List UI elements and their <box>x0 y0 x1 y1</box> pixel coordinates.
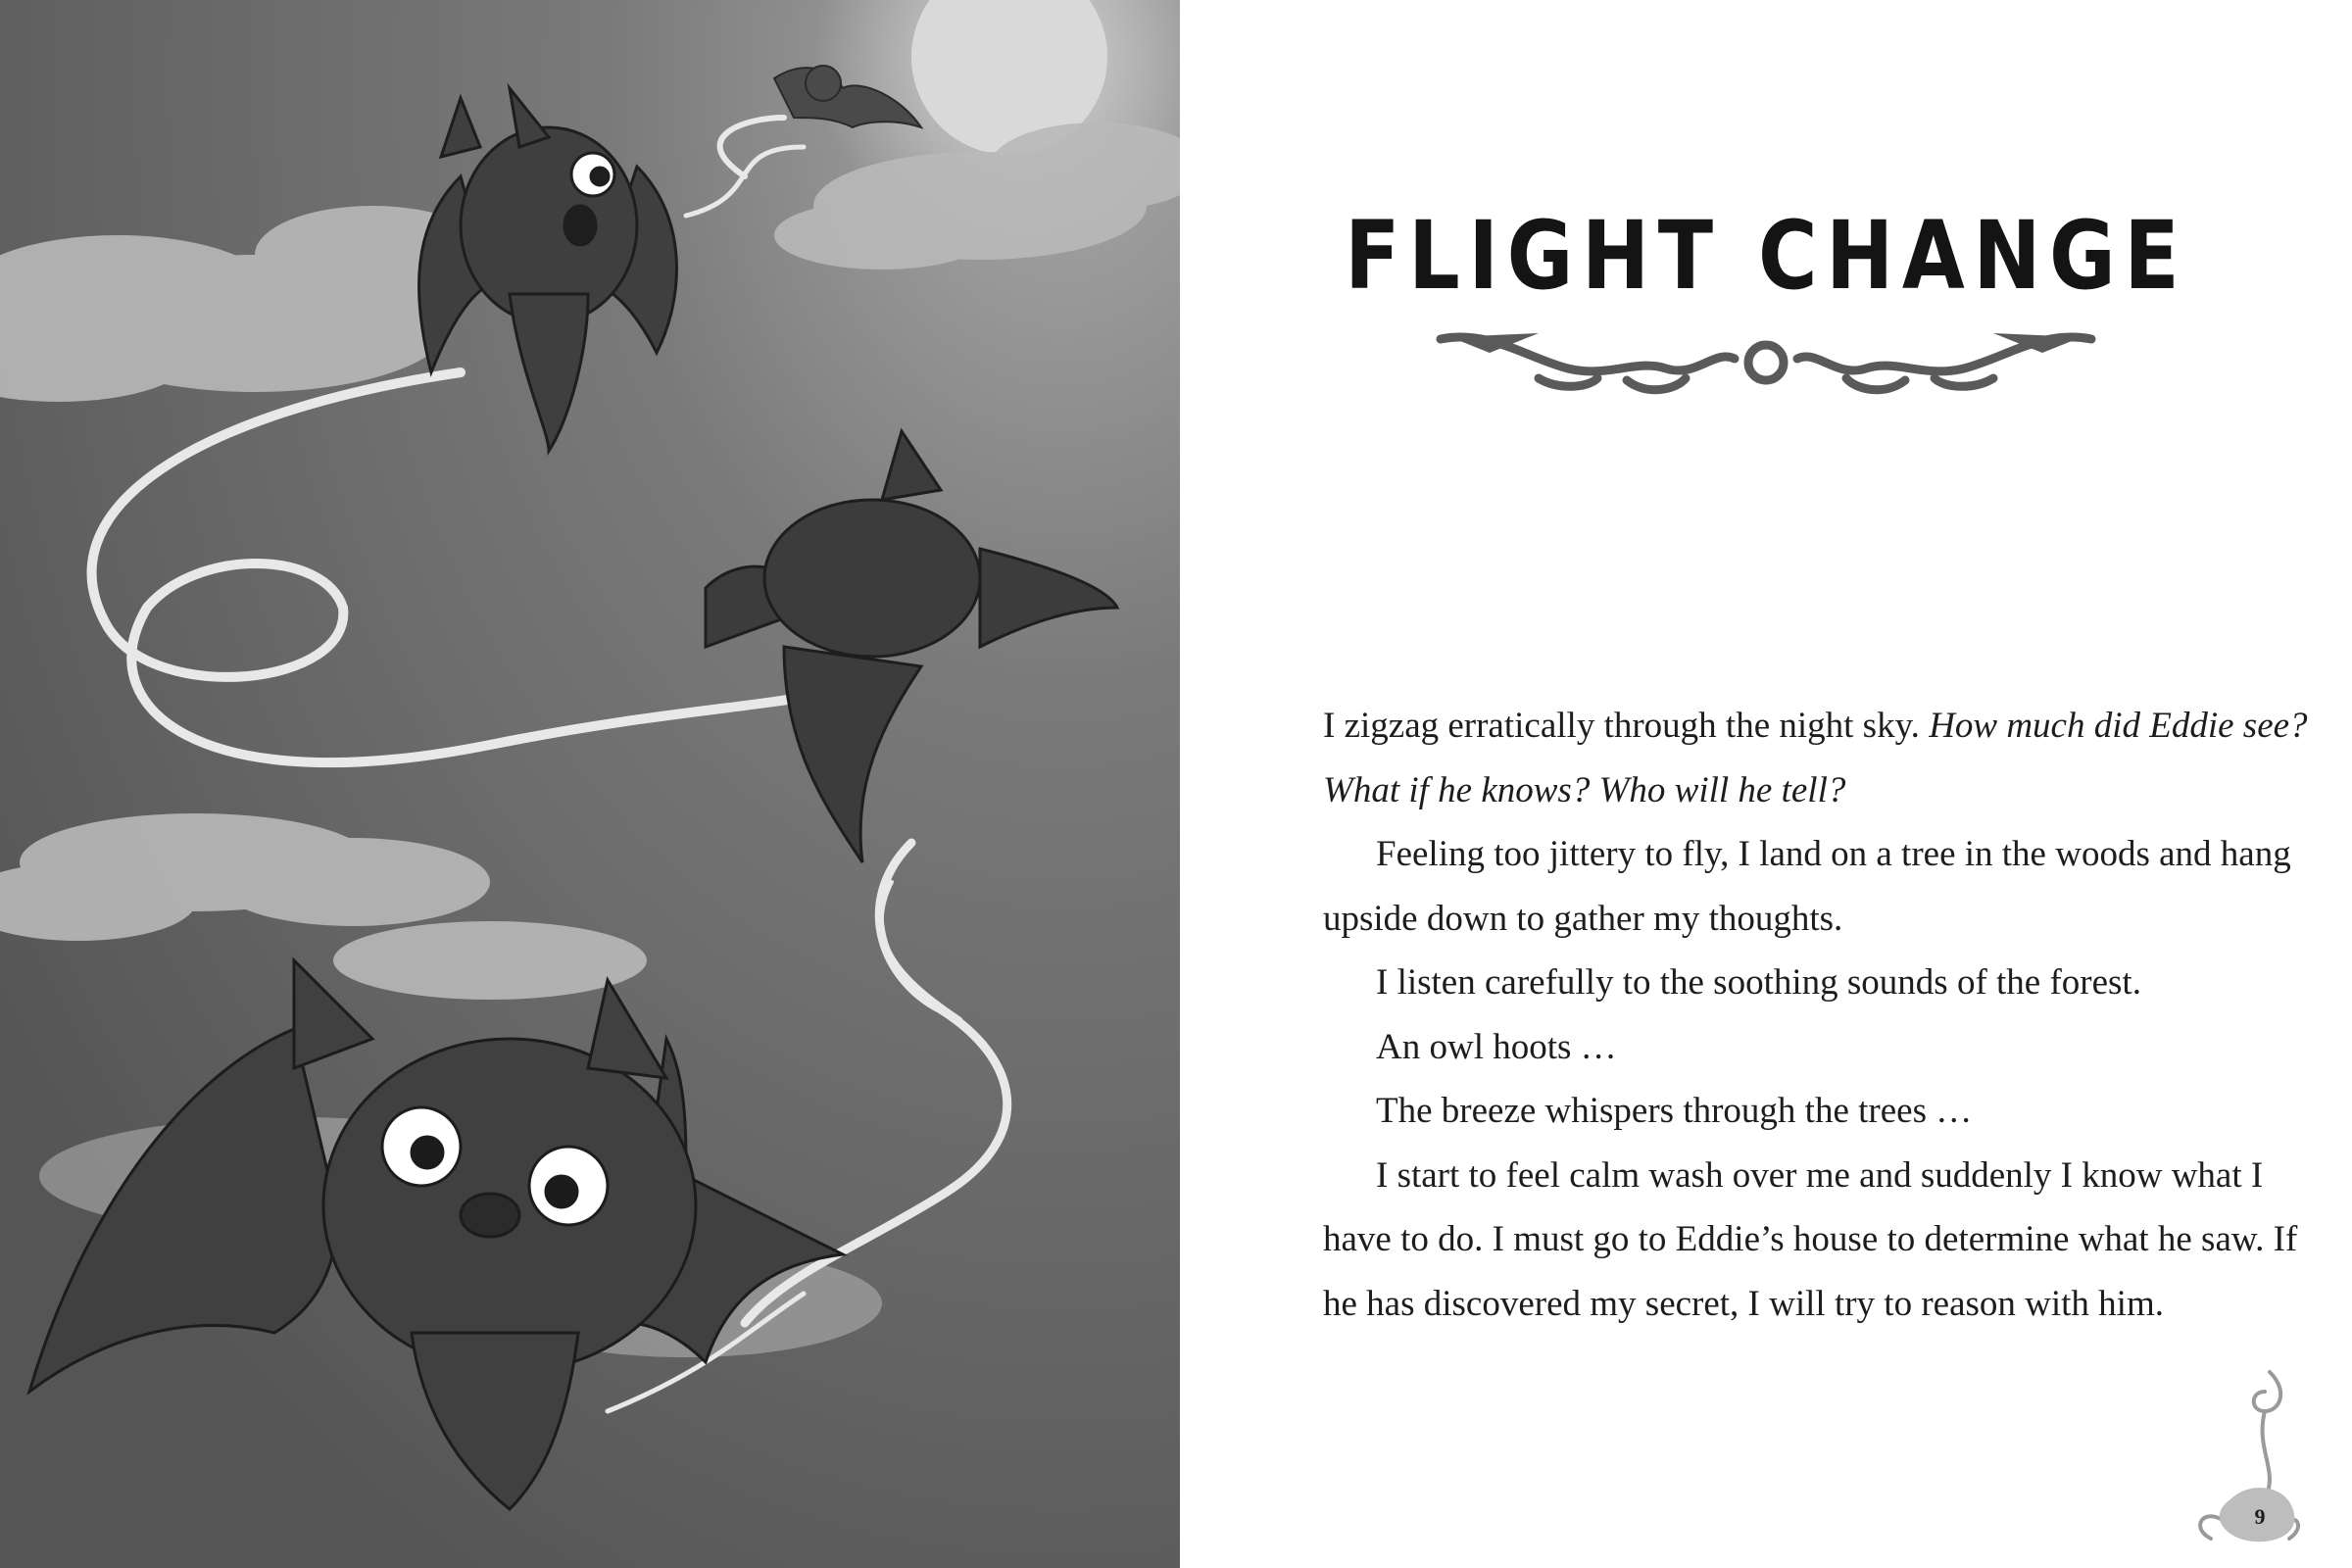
paragraph: Feeling too jittery to fly, I land on a tree in the woods and hang upside down to gather my thoughts. <box>1323 834 2291 939</box>
chapter-title: FLIGHT CHANGE <box>1345 201 2188 311</box>
paragraph <box>1323 694 2313 822</box>
title-ornament <box>1431 319 2101 402</box>
paragraph: The breeze whispers through the trees … <box>1376 1091 1973 1131</box>
folio-swirl-ornament <box>2172 1352 2309 1548</box>
paragraph-text: I zigzag erratically through the night sky. <box>1323 706 1930 746</box>
paragraph: I start to feel calm wash over me and suddenly I know what I have to do. I must go to Eddie’s house to determine what he saw. If he has discovered my secret, I will try to reason with him. <box>1323 1154 2298 1324</box>
text-page <box>1180 0 2352 1568</box>
page-number: 9 <box>2254 1504 2266 1529</box>
italic-thoughts: How much did Eddie see? What if he knows? Who will he tell? <box>1323 706 2308 810</box>
chapter-body <box>1323 694 2313 1336</box>
paragraph: I listen carefully to the soothing sounds of the forest. <box>1376 962 2141 1003</box>
paragraph: An owl hoots … <box>1376 1026 1617 1067</box>
